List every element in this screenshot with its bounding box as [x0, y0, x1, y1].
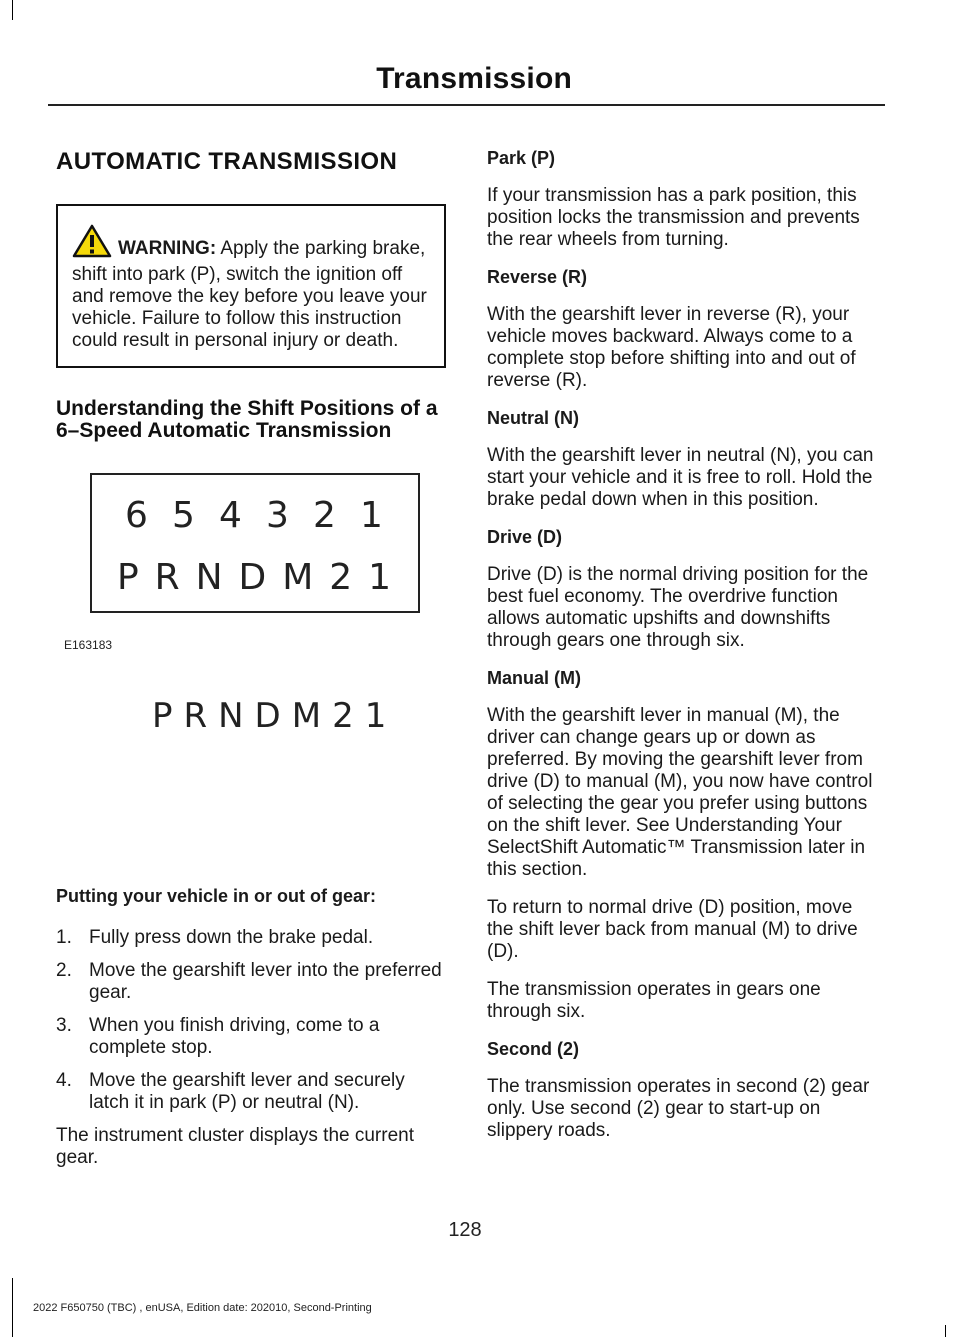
shift-positions-figure	[90, 473, 420, 613]
crop-mark-bottom-left	[12, 1278, 13, 1337]
reverse-heading: Reverse (R)	[487, 267, 588, 287]
gear-number: 3	[266, 495, 291, 536]
list-item: 3. When you finish driving, come to a complete stop.	[56, 1015, 380, 1058]
left-column	[56, 140, 446, 472]
steps-heading: Putting your vehicle in or out of gear:	[56, 886, 377, 906]
gear-letter: R	[154, 557, 182, 598]
gear-number: 5	[172, 495, 197, 536]
manual-paragraph: The transmission operates in gears one through six.	[487, 979, 821, 1022]
warning-triangle-icon	[72, 224, 112, 264]
figure-code: E163183	[64, 638, 113, 652]
gear-number: 1	[360, 495, 385, 536]
gear-letter: 2	[329, 557, 355, 598]
gear-letter: M	[282, 557, 316, 598]
manual-paragraph: With the gearshift lever in manual (M), the driver can change gears up or down as preferred. By moving the gearshift lever from drive (D) to manual (M), you now have control of selecting the gear you prefer using buttons on the shift lever. See Understanding Your SelectShift Automatic™ Transmission later in this section.	[487, 705, 873, 880]
drive-paragraph: Drive (D) is the normal driving position for the best fuel economy. The overdrive function allows automatic upshifts and downshifts through gears one through six.	[487, 564, 869, 651]
park-paragraph: If your transmission has a park position, this position locks the transmission and prevents the rear wheels from turning.	[487, 185, 860, 250]
warning-box	[56, 204, 446, 368]
drive-heading: Drive (D)	[487, 527, 563, 547]
gear-steps-section	[56, 886, 448, 1183]
gear-letter: P	[116, 557, 141, 598]
second-heading: Second (2)	[487, 1039, 580, 1059]
warning-text: Apply the parking brake, shift into park (P), switch the ignition off and remove the key before you leave your vehicle. Failure to follow this instruction could result in personal injury or death.	[72, 238, 427, 351]
gear-number: 2	[313, 495, 338, 536]
second-paragraph: The transmission operates in second (2) gear only. Use second (2) gear to start-up on slippery roads.	[487, 1076, 870, 1141]
crop-mark-bottom-right	[945, 1325, 946, 1337]
warning-label: WARNING:	[118, 238, 217, 259]
gear-letter-row	[92, 557, 418, 598]
steps-list	[56, 927, 448, 1114]
subsection-heading: Understanding the Shift Positions of a 6–Speed Automatic Transmission	[56, 397, 438, 442]
gear-letter: D	[238, 557, 269, 598]
reverse-paragraph: With the gearshift lever in reverse (R), your vehicle moves backward. Always come to a complete stop before shifting into and out of reverse (R).	[487, 304, 856, 391]
list-item: 1. Fully press down the brake pedal.	[56, 927, 374, 948]
header-divider	[48, 104, 885, 106]
gear-number: 6	[125, 495, 150, 536]
gear-number-row	[92, 495, 418, 536]
page-number: 128	[448, 1219, 482, 1241]
page-header-title: Transmission	[376, 62, 572, 95]
right-column	[487, 140, 882, 1158]
gear-letter: N	[195, 557, 225, 598]
neutral-heading: Neutral (N)	[487, 408, 580, 428]
gear-indicator-text: PRNDM21	[152, 696, 398, 736]
closing-paragraph: The instrument cluster displays the current gear.	[56, 1125, 414, 1168]
manual-heading: Manual (M)	[487, 668, 581, 688]
neutral-paragraph: With the gearshift lever in neutral (N), you can start your vehicle and it is free to roll. Hold the brake pedal down when in this position.	[487, 445, 874, 510]
gear-number: 4	[219, 495, 244, 536]
section-heading: AUTOMATIC TRANSMISSION	[56, 148, 398, 175]
park-heading: Park (P)	[487, 148, 556, 168]
list-item: 2. Move the gearshift lever into the preferred gear.	[56, 960, 442, 1003]
gear-letter: 1	[368, 557, 393, 598]
crop-mark-top-left	[12, 0, 13, 20]
footer-text: 2022 F650750 (TBC) , enUSA, Edition date: 202010, Second-Printing	[33, 1302, 372, 1314]
list-item: 4. Move the gearshift lever and securely latch it in park (P) or neutral (N).	[56, 1070, 405, 1113]
manual-paragraph: To return to normal drive (D) position, move the shift lever back from manual (M) to drive (D).	[487, 897, 858, 962]
